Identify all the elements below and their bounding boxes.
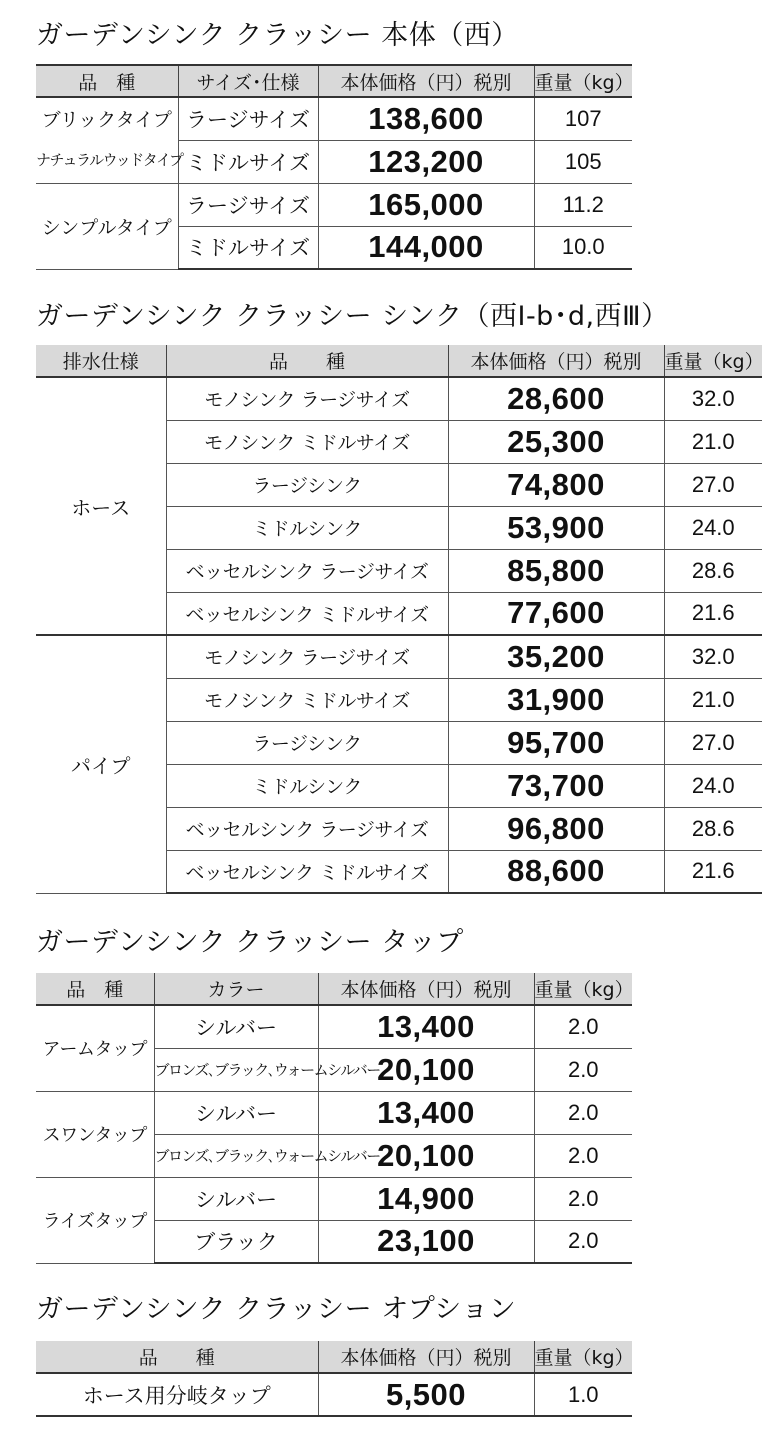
- table-row: [36, 1091, 632, 1134]
- table-header-row: [36, 973, 632, 1005]
- item-cell: ラージシンク: [166, 721, 448, 764]
- table-header-row: [36, 65, 632, 97]
- color-cell: シルバー: [154, 1091, 318, 1134]
- product-type-cell: [36, 97, 183, 183]
- product-type-name: シンプルタイプ: [41, 216, 172, 239]
- weight-cell: 2.0: [534, 1134, 632, 1177]
- weight-cell: 27.0: [664, 463, 762, 506]
- tap-type-cell: スワンタップ: [36, 1091, 154, 1177]
- drain-type-cell: ホース: [36, 377, 166, 635]
- option-price-table: [36, 1341, 632, 1417]
- item-cell: モノシンク ラージサイズ: [166, 635, 448, 678]
- spec-cell: ミドルサイズ: [178, 140, 318, 183]
- header-cell: 本体価格（円）税別: [318, 1341, 534, 1373]
- header-cell: サイズ･仕様: [178, 65, 318, 97]
- section1-title: ガーデンシンク クラッシー 本体（西）: [36, 20, 519, 51]
- weight-cell: 1.0: [534, 1373, 632, 1416]
- price-cell: 35,200: [448, 635, 664, 678]
- color-cell: シルバー: [154, 1177, 318, 1220]
- weight-cell: 2.0: [534, 1220, 632, 1263]
- price-cell: 73,700: [448, 764, 664, 807]
- price-cell: 20,100: [318, 1134, 534, 1177]
- table-row: [36, 183, 632, 226]
- price-cell: 88,600: [448, 850, 664, 893]
- weight-cell: 10.0: [534, 226, 632, 269]
- price-cell: 14,900: [318, 1177, 534, 1220]
- weight-cell: 2.0: [534, 1177, 632, 1220]
- color-cell: シルバー: [154, 1005, 318, 1048]
- weight-cell: 28.6: [664, 807, 762, 850]
- item-cell: ベッセルシンク ミドルサイズ: [166, 850, 448, 893]
- price-cell: 77,600: [448, 592, 664, 635]
- drain-type-cell: パイプ: [36, 635, 166, 893]
- header-cell: 排水仕様: [36, 345, 166, 377]
- product-type-cell: [36, 183, 178, 269]
- product-type-name: ナチュラルウッドタイプ: [36, 151, 183, 170]
- table-row: [36, 1005, 632, 1048]
- price-cell: 5,500: [318, 1373, 534, 1416]
- price-cell: 13,400: [318, 1091, 534, 1134]
- weight-cell: 2.0: [534, 1048, 632, 1091]
- weight-cell: 105: [534, 140, 632, 183]
- weight-cell: 21.6: [664, 592, 762, 635]
- weight-cell: 27.0: [664, 721, 762, 764]
- weight-cell: 2.0: [534, 1005, 632, 1048]
- price-cell: 138,600: [318, 97, 534, 140]
- price-cell: 165,000: [318, 183, 534, 226]
- tap-type-cell: ライズタップ: [36, 1177, 154, 1263]
- price-cell: 74,800: [448, 463, 664, 506]
- header-cell: 本体価格（円）税別: [318, 973, 534, 1005]
- product-type-name: ブリックタイプ: [41, 109, 172, 132]
- header-cell: 本体価格（円）税別: [318, 65, 534, 97]
- spec-cell: ミドルサイズ: [178, 226, 318, 269]
- weight-cell: 11.2: [534, 183, 632, 226]
- item-cell: モノシンク ラージサイズ: [166, 377, 448, 420]
- item-cell: モノシンク ミドルサイズ: [166, 420, 448, 463]
- header-cell: 品 種: [36, 65, 178, 97]
- price-cell: 25,300: [448, 420, 664, 463]
- item-cell: モノシンク ミドルサイズ: [166, 678, 448, 721]
- header-cell: 品 種: [166, 345, 448, 377]
- color-cell: ブロンズ､ブラック､ウォームシルバー: [154, 1134, 318, 1177]
- price-cell: 31,900: [448, 678, 664, 721]
- weight-cell: 2.0: [534, 1091, 632, 1134]
- item-cell: ホース用分岐タップ: [36, 1373, 318, 1416]
- table-row: [36, 635, 762, 678]
- tap-price-table: [36, 973, 632, 1264]
- table-header-row: [36, 1341, 632, 1373]
- price-cell: 28,600: [448, 377, 664, 420]
- item-cell: ベッセルシンク ミドルサイズ: [166, 592, 448, 635]
- weight-cell: 24.0: [664, 764, 762, 807]
- section2-title: ガーデンシンク クラッシー シンク（西Ⅰ-b･d,西Ⅲ）: [36, 301, 669, 332]
- price-cell: 23,100: [318, 1220, 534, 1263]
- item-cell: ベッセルシンク ラージサイズ: [166, 549, 448, 592]
- weight-cell: 28.6: [664, 549, 762, 592]
- header-cell: カラー: [154, 973, 318, 1005]
- header-cell: 品 種: [36, 973, 154, 1005]
- table-row: [36, 97, 632, 140]
- header-cell: 重量（kg）: [534, 1341, 632, 1373]
- header-cell: 重量（kg）: [534, 65, 632, 97]
- price-cell: 144,000: [318, 226, 534, 269]
- price-cell: 85,800: [448, 549, 664, 592]
- item-cell: ミドルシンク: [166, 506, 448, 549]
- body-price-table: [36, 64, 632, 270]
- table-row: [36, 1177, 632, 1220]
- sink-price-table: [36, 345, 762, 894]
- weight-cell: 32.0: [664, 635, 762, 678]
- item-cell: ベッセルシンク ラージサイズ: [166, 807, 448, 850]
- table-row: [36, 1373, 632, 1416]
- tap-type-cell: アームタップ: [36, 1005, 154, 1091]
- color-cell: ブロンズ､ブラック､ウォームシルバー: [154, 1048, 318, 1091]
- weight-cell: 21.0: [664, 420, 762, 463]
- color-cell: ブラック: [154, 1220, 318, 1263]
- price-cell: 20,100: [318, 1048, 534, 1091]
- price-cell: 53,900: [448, 506, 664, 549]
- price-cell: 95,700: [448, 721, 664, 764]
- spec-cell: ラージサイズ: [178, 183, 318, 226]
- header-cell: 本体価格（円）税別: [448, 345, 664, 377]
- weight-cell: 107: [534, 97, 632, 140]
- spec-cell: ラージサイズ: [178, 97, 318, 140]
- section4-title: ガーデンシンク クラッシー オプション: [36, 1294, 517, 1325]
- table-header-row: [36, 345, 762, 377]
- weight-cell: 21.6: [664, 850, 762, 893]
- table-row: [36, 377, 762, 420]
- header-cell: 重量（kg）: [534, 973, 632, 1005]
- price-cell: 13,400: [318, 1005, 534, 1048]
- weight-cell: 21.0: [664, 678, 762, 721]
- weight-cell: 32.0: [664, 377, 762, 420]
- section3-title: ガーデンシンク クラッシー タップ: [36, 927, 464, 958]
- price-cell: 123,200: [318, 140, 534, 183]
- price-cell: 96,800: [448, 807, 664, 850]
- item-cell: ラージシンク: [166, 463, 448, 506]
- weight-cell: 24.0: [664, 506, 762, 549]
- item-cell: ミドルシンク: [166, 764, 448, 807]
- header-cell: 重量（kg）: [664, 345, 762, 377]
- header-cell: 品 種: [36, 1341, 318, 1373]
